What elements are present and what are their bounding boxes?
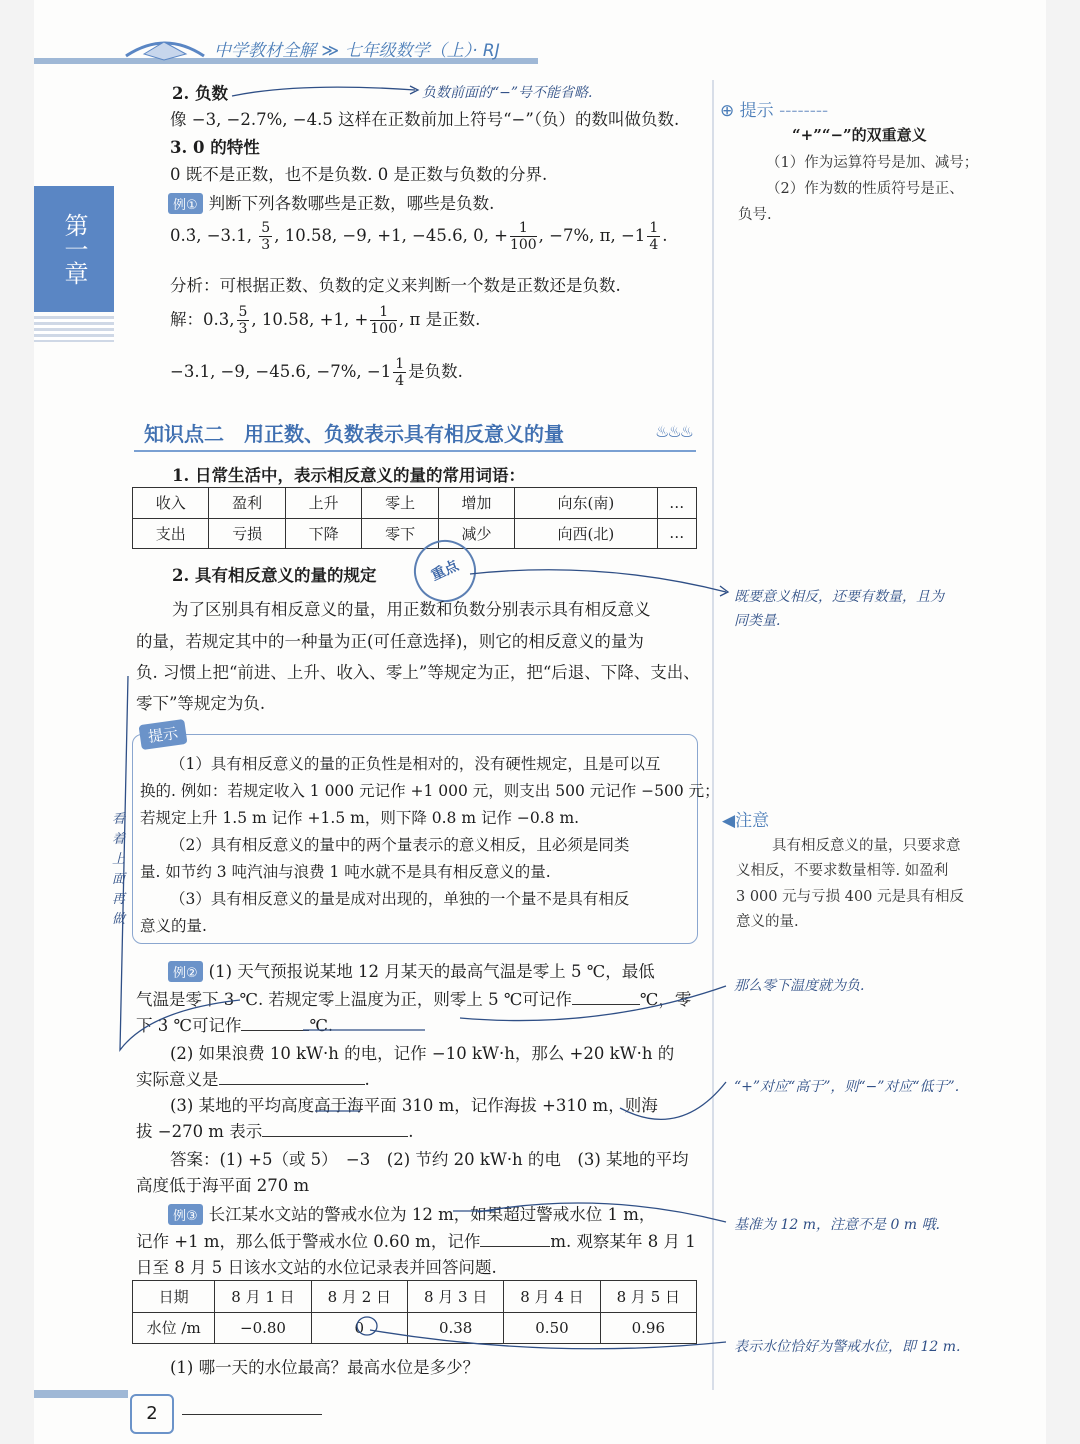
example1-analysis: 分析：可根据正数、负数的定义来判断一个数是正数还是负数. [170,276,621,295]
example1-badge: 例① [168,193,203,214]
table-cell: 0 [311,1312,407,1344]
annotation-note: 同类量. [734,613,781,629]
table-cell: 向西(北) [515,518,657,549]
table-cell: 支出 [133,518,209,549]
table-cell: 向东(南) [515,488,657,519]
hint-line: （3）具有相反意义的量是成对出现的，单独的一个量不是具有相反 [170,890,630,908]
frac-num: 5 [261,220,271,236]
circle-mark [357,1317,377,1335]
annotation-note: 那么零下温度就为负. [734,978,865,994]
knowledge-point-title: 知识点二 用正数、负数表示具有相反意义的量 [144,422,564,446]
rule-line: 为了区别具有相反意义的量，用正数和负数分别表示具有相反意义 [172,600,651,619]
hint-line: 若规定上升 1.5 m 记作 +1.5 m，则下降 0.8 m 记作 −0.8 m. [140,809,580,827]
frac-den: 4 [395,373,405,389]
hint-line: 换的. 例如：若规定收入 1 000 元记作 +1 000 元，则支出 500 元记作 −500 元； [140,782,720,800]
rule-line: 负. 习惯上把“前进、上升、收入、零上”等规定为正，把“后退、下降、支出、 [136,663,700,682]
example2-answer: 高度低于海平面 270 m [136,1176,310,1195]
hint-line: 意义的量. [140,917,207,935]
table-cell: 下降 [285,518,361,549]
bracket-line [120,676,240,1050]
key-point-stamp: 重点 [404,530,486,612]
arrow-line [460,986,726,1021]
sidebar-note-line: 具有相反意义的量，只要求意 [772,838,961,854]
nums-a: 0.3̇, −3.1, [170,226,258,245]
example3-badge: 例③ [168,1204,203,1225]
footer-line [182,1414,322,1415]
table-cell: 8 月 2 日 [311,1281,407,1313]
sidebar-note-label: 注意 [735,811,770,831]
words-heading: 1. 日常生活中，表示相反意义的量的常用词语： [172,466,525,485]
sidebar-tip-line: （2）作为数的性质符号是正、 [766,181,964,197]
annotation-vertical-note: 看着上面再做 [112,812,126,927]
example2-text: ℃. [309,1016,334,1035]
arrow-line [478,1203,726,1222]
table-cell: 8 月 5 日 [600,1281,696,1313]
zero-definition: 0 既不是正数，也不是负数. 0 是正数与负数的分界. [170,165,548,184]
example1-prompt-text: 判断下列各数哪些是正数，哪些是负数. [208,194,495,213]
example2-line: (2) 如果浪费 10 kW·h 的电，记作 −10 kW·h，那么 +20 kW·h 的 [170,1044,675,1063]
frac-den: 100 [509,237,537,253]
dash-decoration: -------- [779,101,829,121]
example3-question: (1) 哪一天的水位最高？最高水位是多少？ [170,1358,480,1377]
example3-text: m. 观察某年 8 月 1 [550,1232,696,1251]
arrow-line [470,570,726,592]
table-cell: 水位 /m [133,1312,215,1344]
header-title: 中学教材全解 ≫ 七年级数学（上）· RJ [214,41,500,61]
table-cell: … [657,488,696,519]
sol2-a: −3.1, −9, −45.6, −7%, −1 [170,362,392,381]
table-cell: 盈利 [209,488,285,519]
target-icon: ⊕ [720,101,735,121]
example3-text: 长江某水文站的警戒水位为 12 m，如果超过警戒水位 1 m， [208,1205,656,1224]
frac-num: 1 [510,220,537,237]
hint-line: 量. 如节约 3 吨汽油与浪费 1 吨水就不是具有相反意义的量. [140,863,551,881]
hint-tag: 提示 [138,719,187,750]
table-cell: 日期 [133,1281,215,1313]
example2-text: 实际意义是 [136,1070,219,1089]
table-cell: 零上 [362,488,438,519]
sol-c: , π 是正数. [399,310,481,329]
annotation-note: 既要意义相反，还要有数量，且为 [734,589,944,605]
chapter-tab: 第一章 [34,186,114,312]
hint-line: （1）具有相反意义的量的正负性是相对的，没有硬性规定，且是可以互 [170,755,661,773]
example3-text: 记作 +1 m，那么低于警戒水位 0.60 m，记作 [136,1232,481,1251]
table-cell: 增加 [438,488,514,519]
sidebar-note-line: 3 000 元与亏损 400 元是具有相反 [736,889,965,905]
rule-heading: 2. 具有相反意义的量的规定 [172,566,377,585]
table-cell: 亏损 [209,518,285,549]
annotation-note: 负数前面的“−”号不能省略. [422,85,593,101]
nums-c: , −7%, π, −1 [538,226,646,245]
table-cell: 8 月 4 日 [504,1281,600,1313]
sidebar-tip-line: （1）作为运算符号是加、减号； [766,155,979,171]
table-cell: 收入 [133,488,209,519]
footer-band [34,1390,128,1398]
table-cell: 零下 [362,518,438,549]
table-cell: 上升 [285,488,361,519]
example2-text: 气温是零下 3 ℃. 若规定零上温度为正，则零上 5 ℃可记作 [136,990,572,1009]
sol-b: , 10.58, +1, + [251,310,369,329]
neg-definition: 像 −3, −2.7%, −4.5 这样在正数前加上符号“−”（负）的数叫做负数. [170,110,680,129]
flame-icons: ♨♨♨ [654,422,692,441]
neg-heading: 2. 负数 [172,84,228,103]
table-cell: −0.80 [215,1312,311,1344]
example2-badge: 例② [168,961,203,982]
sidebar-note-line: 意义的量. [736,914,799,930]
annotation-note: 表示水位恰好为警戒水位，即 12 m. [734,1339,961,1355]
arrow-line [370,1330,726,1349]
table-cell: 8 月 3 日 [407,1281,503,1313]
example2-text: 下 3 ℃可记作 [136,1016,242,1035]
frac-num: 1 [370,304,397,321]
frac-den: 3 [238,321,248,337]
example2-answer: 答案：(1) +5（或 5） −3 (2) 节约 20 kW·h 的电 (3) 某地的平均 [170,1150,689,1169]
rule-line: 的量，若规定其中的一种量为正(可任意选择)，则它的相反意义的量为 [136,632,644,651]
table-cell: 0.38 [407,1312,503,1344]
zero-heading: 3. 0 的特性 [170,138,260,157]
annotation-note: “+”对应“高于”，则“−”对应“低于”. [734,1079,960,1095]
example2-text: . [408,1122,414,1141]
sol-a: 解：0.3̇, [170,310,235,329]
nums-end: . [662,226,668,245]
sidebar-tip-label: 提示 [739,101,774,121]
rule-line: 零下”等规定为负. [136,694,266,713]
megaphone-icon: ◀ [722,811,736,831]
frac-den: 100 [370,321,398,337]
example2-line: (3) 某地的平均高度高于海平面 310 m，记作海拔 +310 m，则海 [170,1096,658,1115]
example3-line: 日至 8 月 5 日该水文站的水位记录表并回答问题. [136,1258,497,1277]
table-cell: 0.50 [504,1312,600,1344]
table-cell: 8 月 1 日 [215,1281,311,1313]
example2-text: . [364,1070,370,1089]
table-cell: 减少 [438,518,514,549]
sol2-b: 是负数. [408,362,463,381]
arrow-line [620,1082,726,1119]
frac-num: 5 [238,304,248,320]
frac-num: 1 [649,220,659,236]
frac-den: 4 [649,237,659,253]
example2-text: ℃，零 [639,990,692,1009]
table-cell: 0.96 [600,1312,696,1344]
table-cell: … [657,518,696,549]
example2-text: (1) 天气预报说某地 12 月某天的最高气温是零上 5 ℃，最低 [208,962,655,981]
arrow-line [232,87,415,96]
frac-num: 1 [395,356,405,372]
example2-text: 拔 −270 m 表示 [136,1122,263,1141]
sidebar-note-line: 义相反，不要求数量相等. 如盈利 [736,863,949,879]
annotation-note: 基准为 12 m，注意不是 0 m 哦. [734,1217,940,1233]
hint-line: （2）具有相反意义的量中的两个量表示的意义相反，且必须是同类 [170,836,630,854]
nums-b: , 10.58, −9, +1, −45.6, 0, + [274,226,508,245]
page-number: 2 [130,1394,174,1434]
sidebar-tip-line: 负号. [738,207,772,223]
frac-den: 3 [261,237,271,253]
sidebar-tip-heading: “+”“−”的双重意义 [792,126,927,144]
